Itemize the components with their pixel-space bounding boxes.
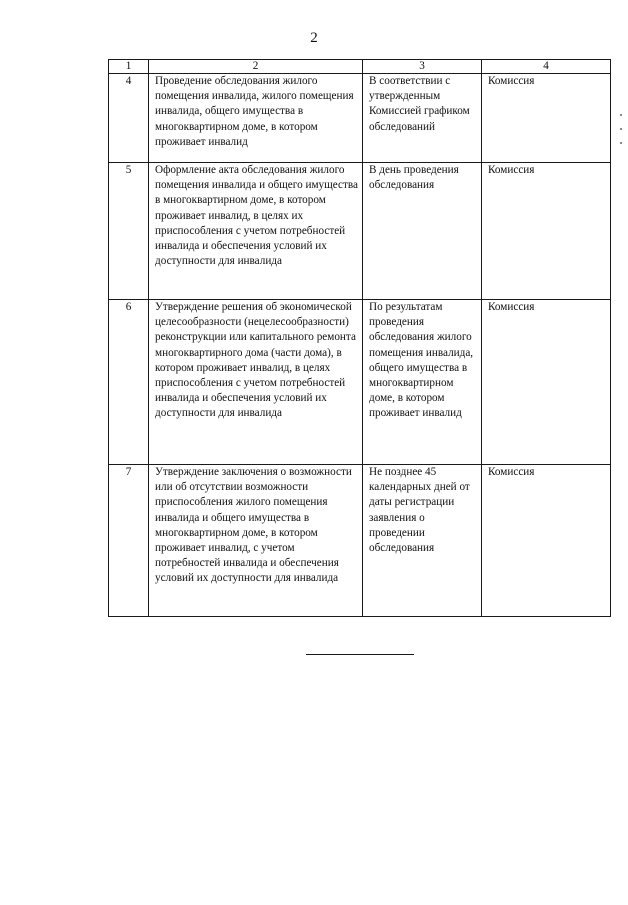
column-header-2: 2 bbox=[149, 60, 363, 74]
row-term: В день проведения обследования bbox=[363, 163, 482, 300]
end-of-document-rule bbox=[306, 654, 414, 655]
table-row bbox=[109, 465, 611, 617]
row-term: В соответствии с утвержденным Комиссией графиком обследований bbox=[363, 74, 482, 163]
procedure-table bbox=[108, 59, 611, 617]
row-number: 6 bbox=[109, 300, 149, 465]
column-header-1: 1 bbox=[109, 60, 149, 74]
row-term: Не позднее 45 календарных дней от даты регистрации заявления о проведении обследования bbox=[363, 465, 482, 617]
table-row bbox=[109, 74, 611, 163]
table-row bbox=[109, 163, 611, 300]
row-responsible: Комиссия bbox=[482, 300, 611, 465]
scan-speck bbox=[620, 114, 622, 116]
table-row bbox=[109, 300, 611, 465]
table-header-row bbox=[109, 60, 611, 74]
row-number: 4 bbox=[109, 74, 149, 163]
row-responsible: Комиссия bbox=[482, 465, 611, 617]
scan-speck bbox=[620, 128, 622, 130]
page-number: 2 bbox=[310, 30, 318, 46]
row-number: 7 bbox=[109, 465, 149, 617]
scan-speck bbox=[620, 142, 622, 144]
row-term: По результатам проведения обследования жилого помещения инвалида, общего имущества в многоквартирном доме, в котором проживает инвалид bbox=[363, 300, 482, 465]
row-action: Проведение обследования жилого помещения инвалида, жилого помещения инвалида, общего имущества в многоквартирном доме, в котором проживает инвалид bbox=[149, 74, 363, 163]
row-responsible: Комиссия bbox=[482, 74, 611, 163]
row-number: 5 bbox=[109, 163, 149, 300]
row-action: Утверждение заключения о возможности или об отсутствии возможности приспособления жилого помещения инвалида и общего имущества в многоквартирном доме, в котором проживает инвалид, с учетом потребностей инвалида и обеспечения условий их доступности для инвалида bbox=[149, 465, 363, 617]
row-action: Утверждение решения об экономической целесообразности (нецелесообразности) реконструкции или капитального ремонта многоквартирного дома (части дома), в котором проживает инвалид, в целях приспособления с учетом потребностей инвалида и обеспечения условий их доступности для инвалида bbox=[149, 300, 363, 465]
column-header-4: 4 bbox=[482, 60, 611, 74]
row-action: Оформление акта обследования жилого помещения инвалида и общего имущества в многоквартирном доме, в котором проживает инвалид, в целях их приспособления с учетом потребностей инвалида и обеспечения условий их доступности для инвалида bbox=[149, 163, 363, 300]
column-header-3: 3 bbox=[363, 60, 482, 74]
row-responsible: Комиссия bbox=[482, 163, 611, 300]
